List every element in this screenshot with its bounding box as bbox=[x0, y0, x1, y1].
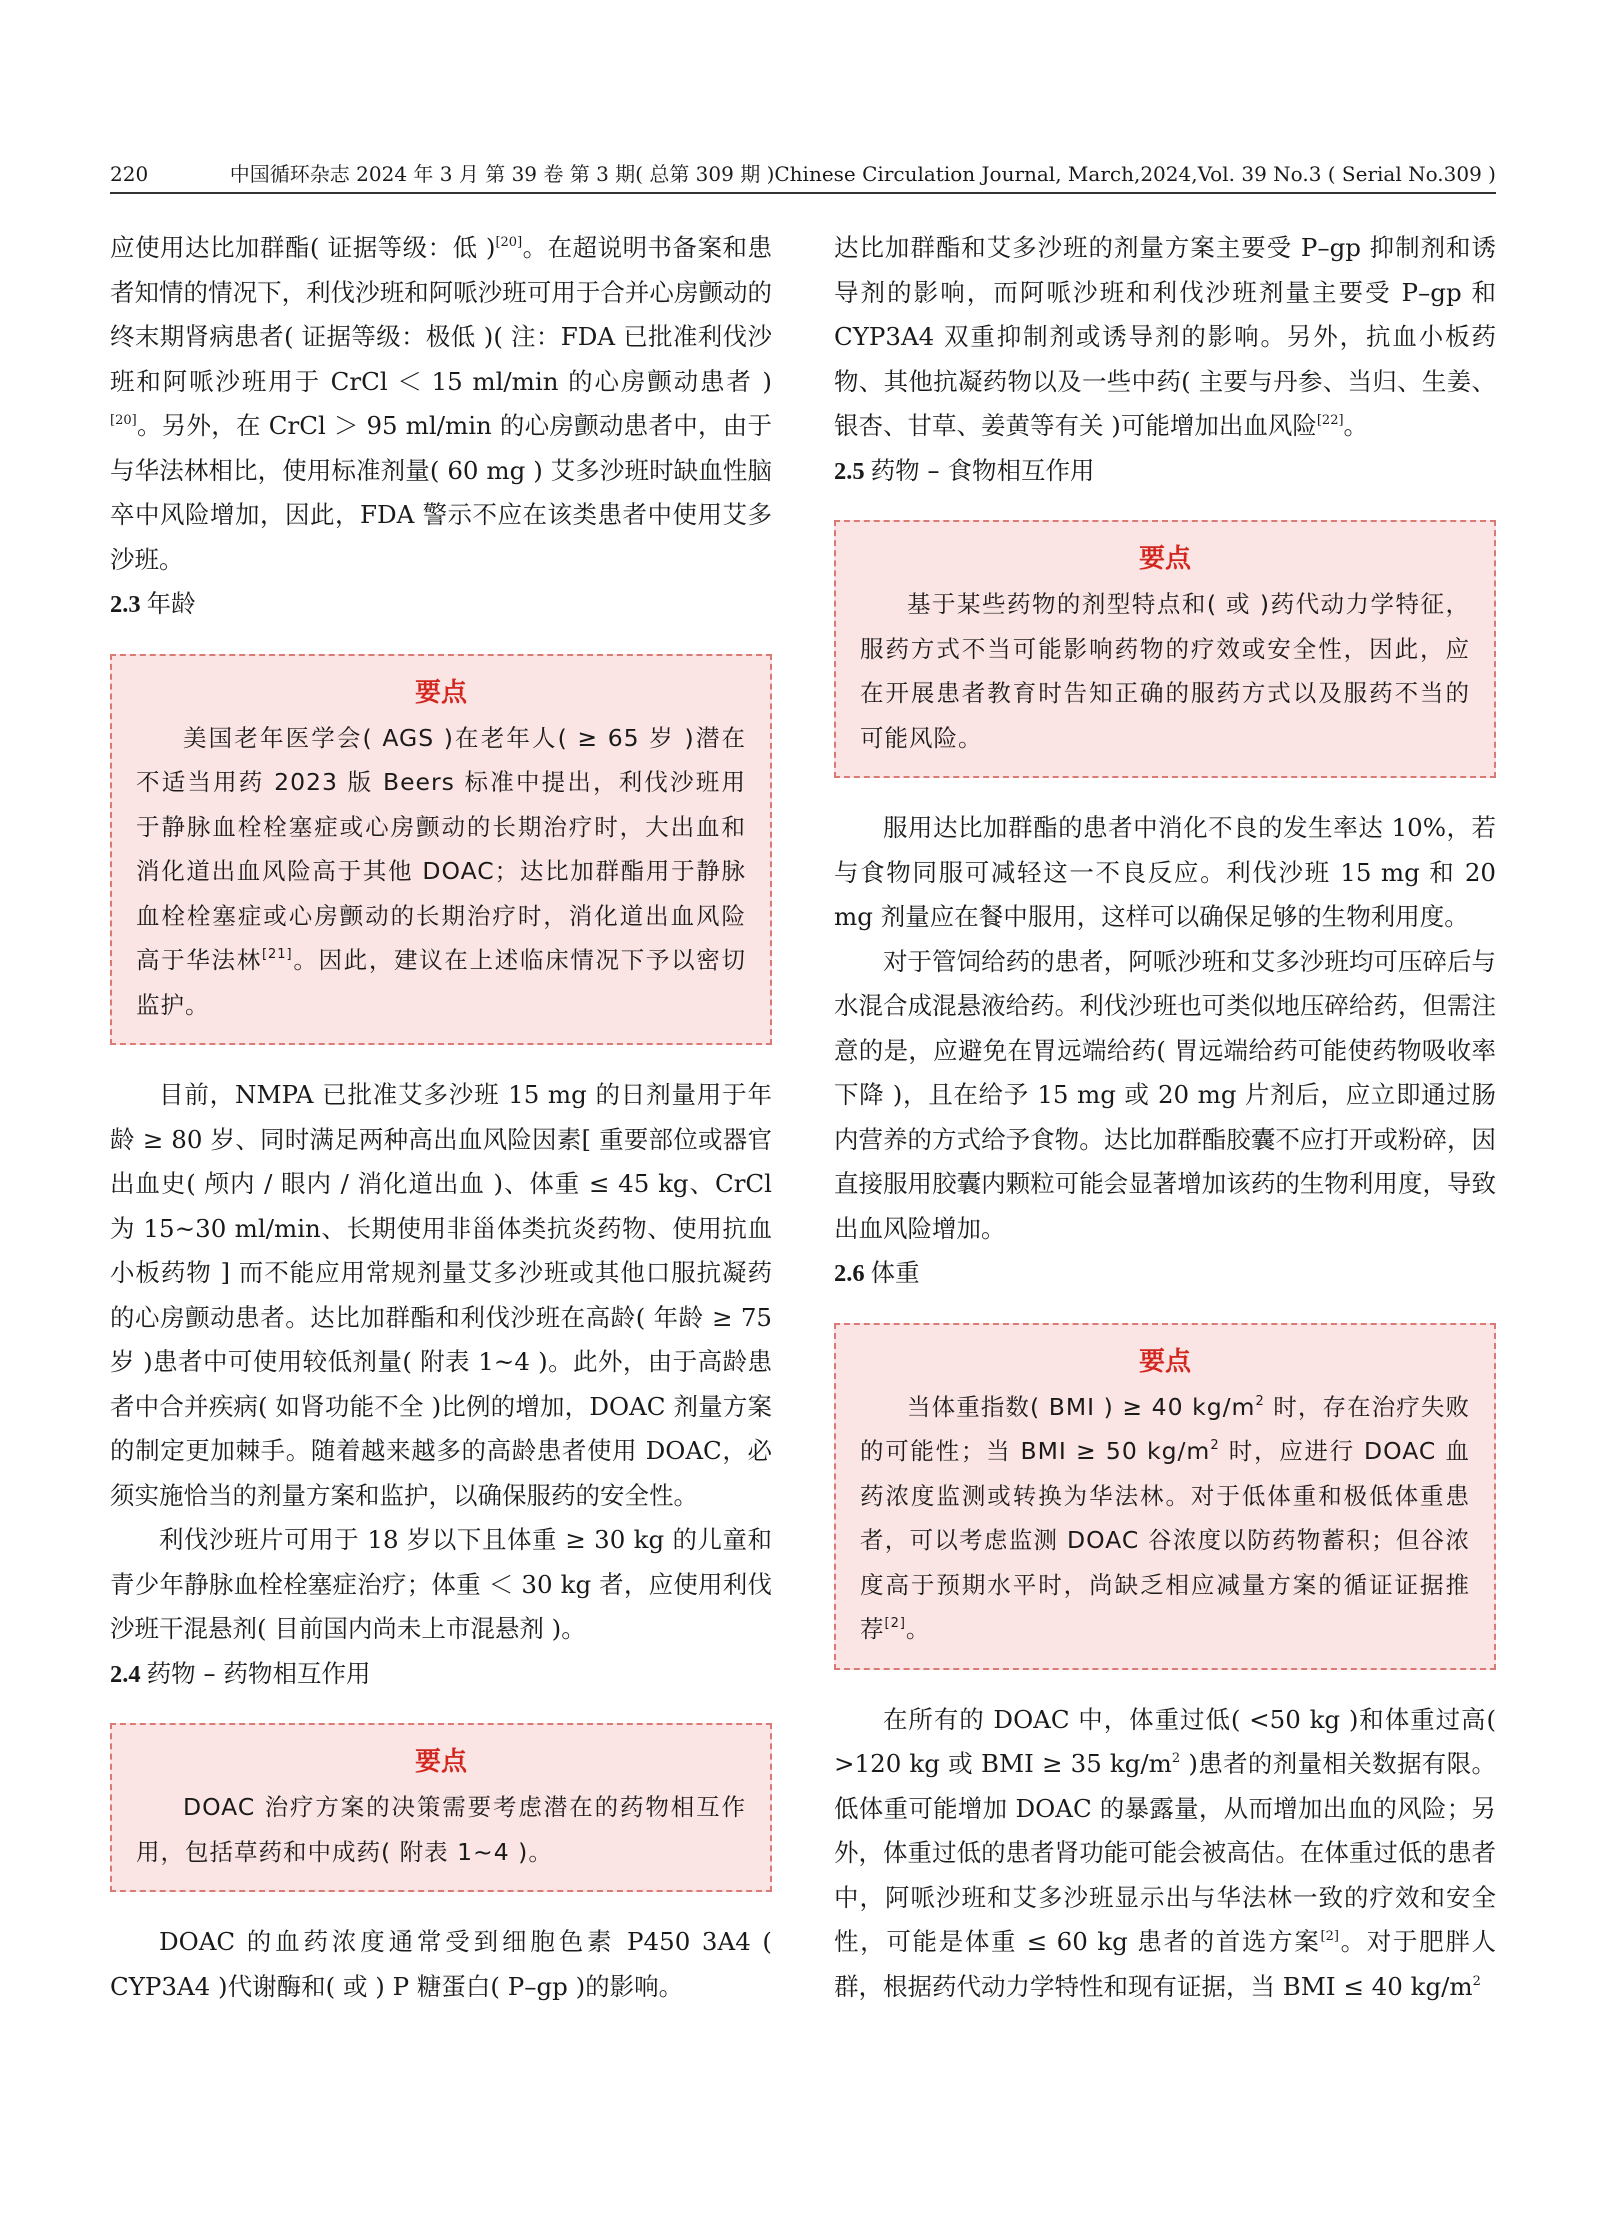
citation: [21] bbox=[261, 947, 293, 962]
key-points-box bbox=[110, 1723, 772, 1892]
key-points-text: DOAC 治疗方案的决策需要考虑潜在的药物相互作用，包括草药和中成药( 附表 1~4 )。 bbox=[136, 1793, 746, 1866]
paragraph: 达比加群酯和艾多沙班的剂量方案主要受 P–gp 抑制剂和诱导剂的影响，而阿哌沙班和利伐沙班剂量主要受 P–gp 和 CYP3A4 双重抑制剂或诱导剂的影响。另外，抗血小板药物、其他抗凝药物以及一些中药( 主要与丹参、当归、生姜、银杏、甘草、姜黄等有关 )可能增加出血风险[22]。 bbox=[834, 233, 1496, 440]
paragraph: 对于管饲给药的患者，阿哌沙班和艾多沙班均可压碎后与水混合成混悬液给药。利伐沙班也可类似地压碎给药，但需注意的是，应避免在胃远端给药( 胃远端给药可能使药物吸收率下降 )，且在给予 15 mg 或 20 mg 片剂后，应立即通过肠内营养的方式给予食物。达比加群酯胶囊不应打开或粉碎，因直接服用胶囊内颗粒可能会显著增加该药的生物利用度，导致出血风险增加。 bbox=[834, 946, 1496, 1243]
citation: [20] bbox=[110, 413, 137, 428]
key-points-box bbox=[834, 520, 1496, 778]
citation: [20] bbox=[495, 235, 523, 250]
paragraph: 在所有的 DOAC 中，体重过低( <50 kg )和体重过高( >120 kg 或 BMI ≥ 35 $kg/m^2$ )患者的剂量相关数据有限。低体重可能增加 DOAC 的暴露量，从而增加出血的风险；另外，体重过低的患者肾功能可能会被高估。在体重过低的患者中，阿哌沙班和艾多沙班显示出与华法林一致的疗效和安全性，可能是体重 ≤ 60 kg 患者的首选方案[2]。对于肥胖人群，根据药代动力学特性和现有证据，当 BMI ≤ 40 $kg/m^2$ bbox=[834, 1704, 1496, 2001]
page-number: 220 bbox=[110, 162, 149, 186]
journal-citation: 中国循环杂志 2024 年 3 月 第 39 卷 第 3 期( 总第 309 期 )Chinese Circulation Journal, March,2024,Vol. 39 No.3 ( Serial No.309 ) bbox=[229, 162, 1496, 186]
key-points-box bbox=[834, 1323, 1496, 1670]
key-points-text: 美国老年医学会( AGS )在老年人( ≥ 65 岁 )潜在不适当用药 2023 版 Beers 标准中提出，利伐沙班用于静脉血栓栓塞症或心房颤动的长期治疗时，大出血和消化道出血风险高于其他 DOAC；达比加群酯用于静脉血栓栓塞症或心房颤动的长期治疗时，消化道出血风险高于华法林[21]。因此，建议在上述临床情况下予以密切监护。 bbox=[136, 723, 746, 1019]
key-points-title: 要点 bbox=[414, 1747, 467, 1777]
key-points-title: 要点 bbox=[414, 677, 467, 708]
key-points-title: 要点 bbox=[1138, 544, 1191, 574]
section-heading-2-3: 2.3 年龄 bbox=[110, 589, 196, 618]
citation: [22] bbox=[1316, 413, 1344, 428]
paragraph: 应使用达比加群酯( 证据等级：低 )[20]。在超说明书备案和患者知情的情况下，利伐沙班和阿哌沙班可用于合并心房颤动的终末期肾病患者( 证据等级：极低 )( 注：FDA 已批准利伐沙班和阿哌沙班用于 CrCl ＜ 15 ml/min 的心房颤动患者 )[20]。另外，在 CrCl ＞ 95 ml/min 的心房颤动患者中，由于与华法林相比，使用标准剂量( 60 mg ) 艾多沙班时缺血性脑卒中风险增加，因此，FDA 警示不应在该类患者中使用艾多沙班。 bbox=[110, 233, 772, 574]
section-heading-2-6: 2.6 体重 bbox=[834, 1258, 920, 1287]
key-points-text: 当体重指数( BMI ) ≥ 40 $kg/m^2$ 时，存在治疗失败的可能性；当 BMI ≥ 50 $kg/m^2$ 时，应进行 DOAC 血药浓度监测或转换为华法林。对于低体重和极低体重患者，可以考虑监测 DOAC 谷浓度以防药物蓄积；但谷浓度高于预期水平时，尚缺乏相应减量方案的循证证据推荐[2]。 bbox=[860, 1392, 1470, 1643]
key-points-text: 基于某些药物的剂型特点和( 或 )药代动力学特征，服药方式不当可能影响药物的疗效或安全性，因此，应在开展患者教育时告知正确的服药方式以及服药不当的可能风险。 bbox=[860, 590, 1470, 752]
paragraph: 利伐沙班片可用于 18 岁以下且体重 ≥ 30 kg 的儿童和青少年静脉血栓栓塞症治疗；体重 ＜ 30 kg 者，应使用利伐沙班干混悬剂( 目前国内尚未上市混悬剂 )。 bbox=[110, 1525, 772, 1643]
citation: [2] bbox=[884, 1616, 906, 1631]
section-heading-2-4: 2.4 药物 – 药物相互作用 bbox=[110, 1658, 371, 1688]
paragraph: DOAC 的血药浓度通常受到细胞色素 P450 3A4 ( CYP3A4 )代谢酶和( 或 ) P 糖蛋白( P–gp )的影响。 bbox=[110, 1927, 772, 2001]
paragraph: 服用达比加群酯的患者中消化不良的发生率达 10%，若与食物同服可减轻这一不良反应。利伐沙班 15 mg 和 20 mg 剂量应在餐中服用，这样可以确保足够的生物利用度。 bbox=[834, 813, 1496, 931]
section-heading-2-5: 2.5 药物 – 食物相互作用 bbox=[834, 455, 1095, 485]
citation: [2] bbox=[1320, 1929, 1339, 1944]
key-points-title: 要点 bbox=[1138, 1346, 1191, 1377]
left-column bbox=[110, 226, 772, 2009]
running-header bbox=[110, 160, 1496, 194]
key-points-box bbox=[110, 654, 772, 1046]
right-column bbox=[834, 226, 1496, 2009]
paragraph: 目前，NMPA 已批准艾多沙班 15 mg 的日剂量用于年龄 ≥ 80 岁、同时满足两种高出血风险因素[ 重要部位或器官出血史( 颅内 / 眼内 / 消化道出血 )、体重 ≤ 45 kg、CrCl 为 15~30 ml/min、长期使用非甾体类抗炎药物、使用抗血小板药物 ] 而不能应用常规剂量艾多沙班或其他口服抗凝药的心房颤动患者。达比加群酯和利伐沙班在高龄( 年龄 ≥ 75 岁 )患者中可使用较低剂量( 附表 1~4 )。此外，由于高龄患者中合并疾病( 如肾功能不全 )比例的增加，DOAC 剂量方案的制定更加棘手。随着越来越多的高龄患者使用 DOAC，必须实施恰当的剂量方案和监护，以确保服药的安全性。 bbox=[110, 1080, 772, 1510]
